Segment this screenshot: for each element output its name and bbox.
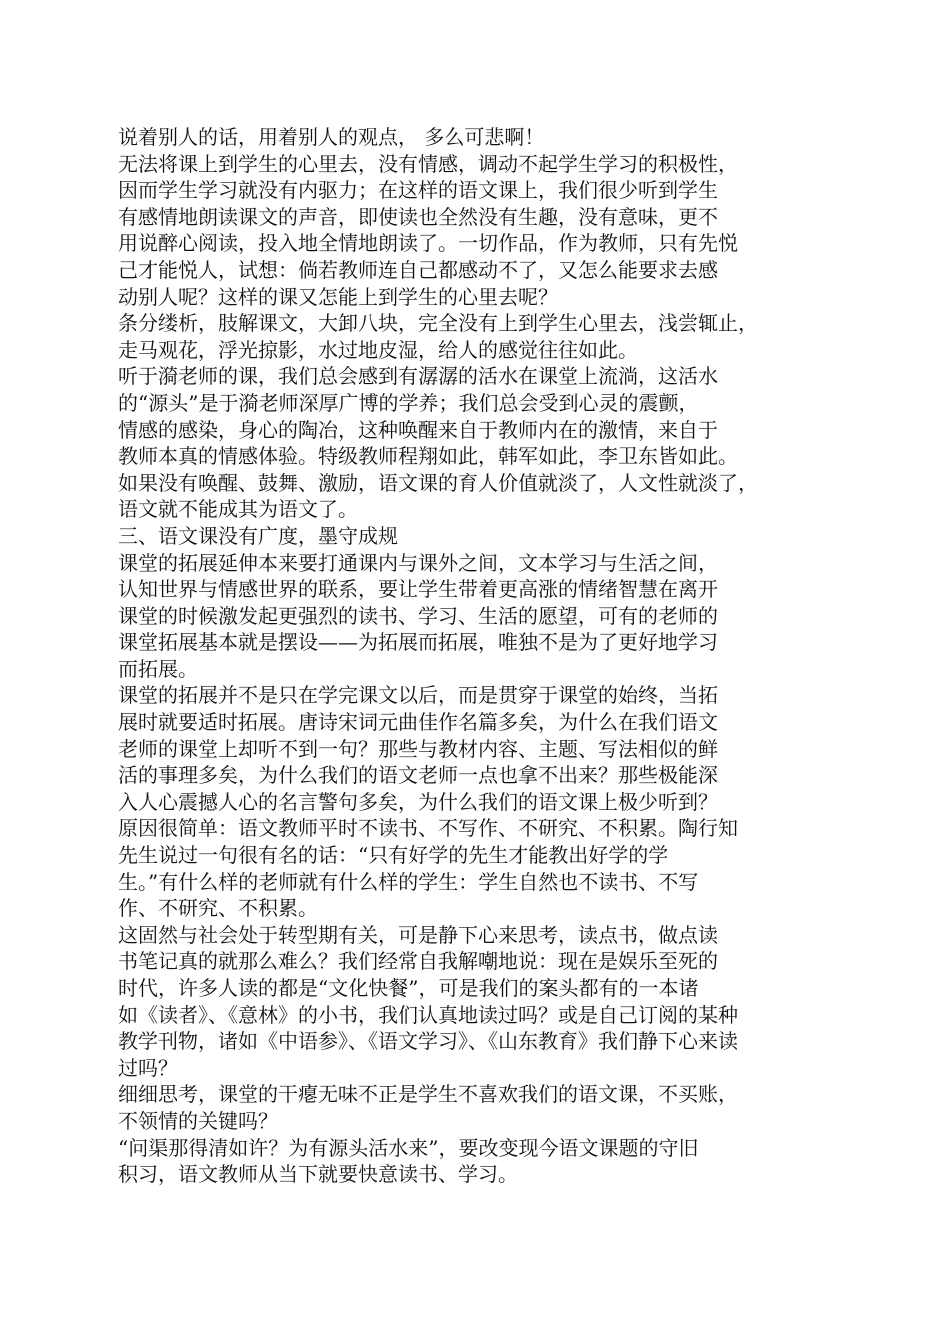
text-line: 教学刊物，诸如《中语参》、《语文学习》、《山东教育》我们静下心来读 [118, 1029, 738, 1054]
text-line: 积习，语文教师从当下就要快意读书、学习。 [118, 1162, 518, 1187]
text-line: 教师本真的情感体验。特级教师程翔如此，韩军如此，李卫东皆如此。 [118, 444, 738, 469]
text-line: 课堂的拓展并不是只在学完课文以后，而是贯穿于课堂的始终，当拓 [118, 683, 718, 708]
text-line: 课堂拓展基本就是摆设——为拓展而拓展，唯独不是为了更好地学习 [118, 630, 718, 655]
text-line: 说着别人的话，用着别人的观点， 多么可悲啊！ [118, 125, 545, 149]
text-line: 己才能悦人，试想：倘若教师连自己都感动不了，又怎么能要求去感 [118, 257, 718, 282]
text-line: 三、语文课没有广度，墨守成规 [118, 523, 398, 548]
text-line: 用说醉心阅读，投入地全情地朗读了。一切作品，作为教师，只有先悦 [118, 231, 738, 256]
text-line: 情感的感染，身心的陶冶，这种唤醒来自于教师内在的激情，来自于 [118, 417, 718, 442]
text-line: 细细思考，课堂的干瘪无味不正是学生不喜欢我们的语文课，不买账， [118, 1082, 738, 1107]
text-line: 先生说过一句很有名的话：“只有好学的先生才能教出好学的学 [118, 843, 669, 868]
text-line: 老师的课堂上却听不到一句？那些与教材内容、主题、写法相似的鲜 [118, 736, 718, 761]
text-line: 课堂的拓展延伸本来要打通课内与课外之间，文本学习与生活之间， [118, 550, 718, 575]
text-line: 有感情地朗读课文的声音，即使读也全然没有生趣，没有意味，更不 [118, 204, 718, 229]
text-line: 时代，许多人读的都是“文化快餐”，可是我们的案头都有的一本诸 [118, 976, 699, 1000]
text-line: 课堂的时候激发起更强烈的读书、学习、生活的愿望，可有的老师的 [118, 603, 718, 628]
text-line: 这固然与社会处于转型期有关，可是静下心来思考，读点书，做点读 [118, 922, 718, 947]
text-line: 认知世界与情感世界的联系，要让学生带着更高涨的情绪智慧在离开 [118, 577, 718, 602]
body-text [118, 124, 826, 1188]
text-line: 条分缕析，肢解课文，大卸八块，完全没有上到学生心里去，浅尝辄止， [118, 311, 758, 336]
text-line: 而拓展。 [118, 656, 198, 681]
text-line: 入人心震撼人心的名言警句多矣，为什么我们的语文课上极少听到？ [118, 789, 718, 814]
text-line: 语文就不能成其为语文了。 [118, 497, 358, 522]
text-line: 如果没有唤醒、鼓舞、激励，语文课的育人价值就淡了，人文性就淡了， [118, 470, 758, 495]
text-line: 书笔记真的就那么难么？我们经常自我解嘲地说：现在是娱乐至死的 [118, 949, 718, 974]
text-line: 如《读者》、《意林》的小书，我们认真地读过吗？或是自己订阅的某种 [118, 1002, 738, 1027]
text-line: 过吗？ [118, 1055, 178, 1080]
text-line: 的“源头”是于漪老师深厚广博的学养；我们总会受到心灵的震颤， [118, 390, 699, 415]
text-line: “问渠那得清如许？为有源头活水来”，要改变现今语文课题的守旧 [118, 1135, 699, 1160]
text-line: 不领情的关键吗？ [118, 1108, 278, 1133]
text-line: 无法将课上到学生的心里去，没有情感，调动不起学生学习的积极性， [118, 151, 738, 176]
text-line: 生。”有什么样的老师就有什么样的学生：学生自然也不读书、不写 [118, 869, 699, 894]
text-line: 作、不研究、不积累。 [118, 896, 318, 921]
text-line: 展时就要适时拓展。唐诗宋词元曲佳作名篇多矣，为什么在我们语文 [118, 710, 718, 735]
text-line: 走马观花，浮光掠影，水过地皮湿，给人的感觉往往如此。 [118, 337, 638, 362]
text-line: 活的事理多矣，为什么我们的语文老师一点也拿不出来？那些极能深 [118, 763, 718, 788]
text-line: 原因很简单：语文教师平时不读书、不写作、不研究、不积累。陶行知 [118, 816, 738, 841]
text-line: 动别人呢？这样的课又怎能上到学生的心里去呢？ [118, 284, 558, 309]
text-line: 听于漪老师的课，我们总会感到有潺潺的活水在课堂上流淌，这活水 [118, 364, 718, 389]
text-line: 因而学生学习就没有内驱力；在这样的语文课上，我们很少听到学生 [118, 178, 718, 203]
